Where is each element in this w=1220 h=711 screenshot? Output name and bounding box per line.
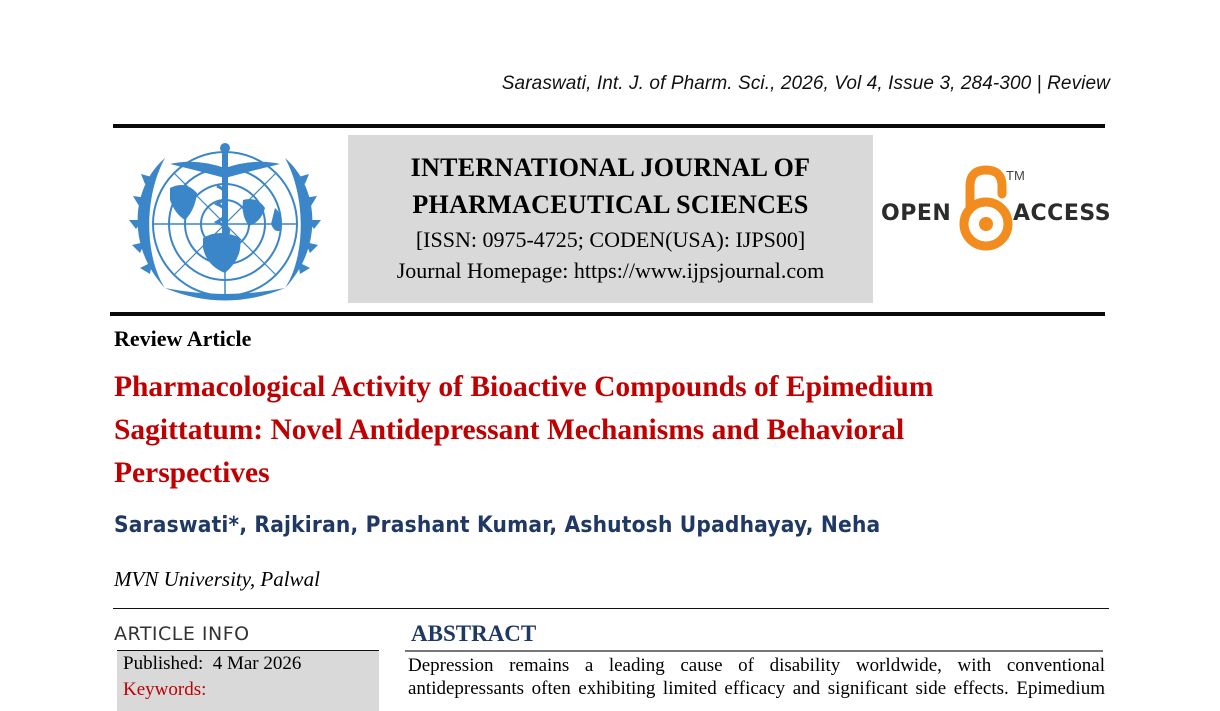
keywords-label: Keywords:: [123, 679, 207, 700]
open-access-access-text: ACCESS: [1013, 201, 1112, 226]
abstract-line2: antidepressants often exhibiting limited efficacy and significant side effects. Epimedium: [408, 678, 1105, 699]
article-title-line3: Perspectives: [114, 457, 270, 489]
article-title: [114, 366, 1074, 495]
published-label: Published:: [123, 653, 204, 674]
abstract-body: [408, 654, 1105, 700]
article-title-line1: Pharmacological Activity of Bioactive Compounds of Epimedium: [114, 371, 934, 403]
author-affiliation: MVN University, Palwal: [114, 567, 320, 591]
running-head-citation: Saraswati, Int. J. of Pharm. Sci., 2026, Vol 4, Issue 3, 284-300 | Review: [501, 73, 1110, 94]
abstract-rule: [405, 650, 1103, 652]
issn-coden: [ISSN: 0975-4725; CODEN(USA): IJPS00]: [415, 227, 806, 252]
journal-name-line2: PHARMACEUTICAL SCIENCES: [412, 190, 809, 219]
journal-emblem-icon: [125, 138, 325, 306]
published-value: 4 Mar 2026: [212, 653, 302, 674]
article-info-box: [117, 650, 379, 711]
article-info-heading: ARTICLE INFO: [114, 623, 250, 645]
masthead-top-rule: [113, 124, 1105, 128]
abstract-heading: ABSTRACT: [411, 621, 537, 646]
article-title-line2: Sagittatum: Novel Antidepressant Mechanisms and Behavioral: [114, 414, 905, 446]
journal-name-line1: INTERNATIONAL JOURNAL OF: [410, 153, 811, 182]
journal-homepage-link[interactable]: Journal Homepage: https://www.ijpsjournal.com: [396, 258, 825, 283]
author-list: Saraswati*, Rajkiran, Prashant Kumar, Ashutosh Upadhayay, Neha: [114, 513, 881, 538]
article-type-label: Review Article: [114, 326, 252, 351]
open-access-open-text: OPEN: [881, 201, 952, 226]
section-divider: [113, 608, 1109, 609]
trademark-symbol: TM: [1006, 168, 1025, 183]
masthead-bottom-rule: [110, 312, 1105, 316]
journal-masthead: [348, 135, 873, 303]
published-date: [123, 653, 301, 675]
journal-name: [348, 149, 873, 223]
abstract-line1: Depression remains a leading cause of disability worldwide, with conventional: [408, 655, 1105, 676]
open-access-logo: [878, 160, 1112, 252]
